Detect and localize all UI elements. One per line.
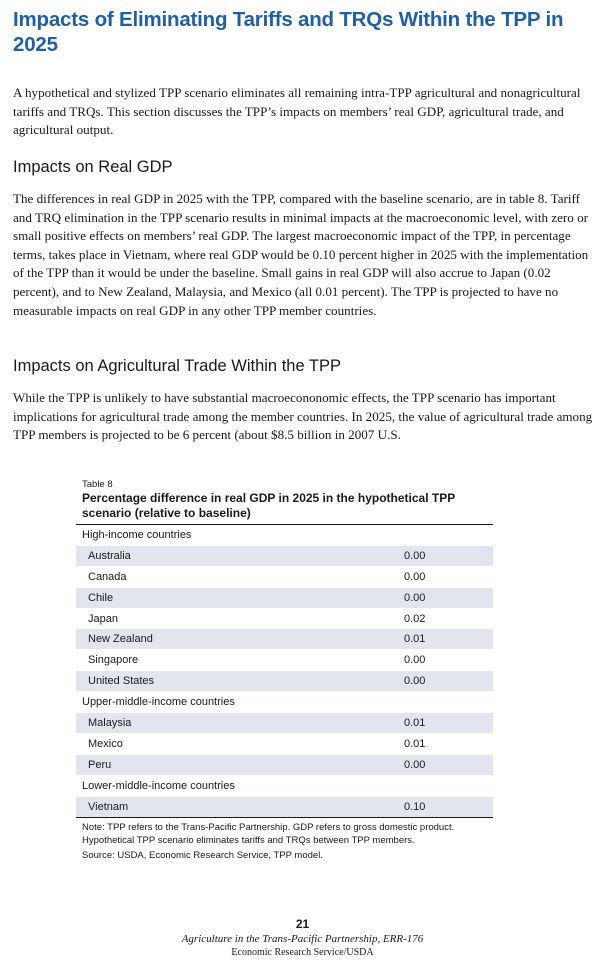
table-row <box>76 567 493 587</box>
table-source: Source: USDA, Economic Research Service, TPP model. <box>82 850 323 861</box>
group-label: Upper-middle-income countries <box>82 696 235 709</box>
footer-agency: Economic Research Service/USDA <box>231 947 374 958</box>
gdp-table <box>76 524 493 818</box>
table-group-header <box>76 692 493 712</box>
country-name: New Zealand <box>88 633 153 646</box>
table-row <box>76 629 493 649</box>
gdp-value: 0.00 <box>404 675 426 688</box>
gdp-value: 0.00 <box>404 758 426 771</box>
table-row <box>76 609 493 629</box>
country-name: Australia <box>88 549 131 562</box>
country-name: Japan <box>88 612 118 625</box>
gdp-value: 0.01 <box>404 633 426 646</box>
group-label: High-income countries <box>82 529 192 541</box>
page-title: Impacts of Eliminating Tariffs and TRQs Within the TPP in 2025 <box>13 8 564 56</box>
country-name: Canada <box>88 570 127 583</box>
section-heading-real-gdp: Impacts on Real GDP <box>13 158 173 176</box>
table-title: Percentage difference in real GDP in 2025 in the hypothetical TPP scenario (relative to baseline) <box>82 491 456 520</box>
group-label: Lower-middle-income countries <box>82 779 235 792</box>
country-name: Chile <box>88 591 114 604</box>
gdp-value: 0.00 <box>404 654 426 667</box>
footer-publication: Agriculture in the Trans-Pacific Partnership, ERR-176 <box>181 933 424 945</box>
table-label: Table 8 <box>82 479 113 490</box>
section-heading-ag-trade: Impacts on Agricultural Trade Within the TPP <box>13 357 342 375</box>
table-row <box>76 713 493 733</box>
table-bottom-rule <box>76 817 493 818</box>
table-row <box>76 755 493 775</box>
table-group-header <box>76 525 493 545</box>
gdp-value: 0.01 <box>404 717 426 730</box>
gdp-value: 0.00 <box>404 549 426 562</box>
table-row <box>76 546 493 566</box>
real-gdp-paragraph: The differences in real GDP in 2025 with the TPP, compared with the baseline scenario, are in table 8. Tariff and TRQ elimination in the TPP scenario results in minimal impacts at the macroeconomic level, with zero or small positive effects on members’ real GDP. The largest macroeconomic impact of the TPP, in percentage terms, takes place in Vietnam, where real GDP would be 0.10 percent higher in 2025 with the implementation of the TPP than it would be under the baseline. Small gains in real GDP will also accrue to Japan (0.02 percent), and to New Zealand, Malaysia, and Mexico (all 0.01 percent). The TPP is projected to have no measurable impacts on real GDP in any other TPP member countries. <box>13 191 589 318</box>
gdp-value: 0.00 <box>404 591 426 604</box>
gdp-value: 0.01 <box>404 737 426 750</box>
page-number: 21 <box>295 917 310 931</box>
gdp-value: 0.10 <box>404 800 426 813</box>
country-name: Vietnam <box>88 800 129 813</box>
intro-paragraph: A hypothetical and stylized TPP scenario eliminates all remaining intra-TPP agricultural and nonagricultural tariffs and TRQs. This section discusses the TPP’s impacts on members’ real GDP, agricultural trade, and agricultural output. <box>13 85 581 138</box>
ag-trade-paragraph: While the TPP is unlikely to have substantial macroecononomic effects, the TPP scenario has important implications for agricultural trade among the member countries. In 2025, the value of agricultural trade among TPP members is projected to be 6 percent (about $8.5 billion in 2007 U.S. <box>13 390 593 443</box>
table-row <box>76 734 493 754</box>
country-name: Malaysia <box>88 717 132 730</box>
table-row <box>76 588 493 608</box>
country-name: United States <box>88 675 155 688</box>
table-row <box>76 671 493 691</box>
country-name: Mexico <box>88 737 123 750</box>
table-row <box>76 797 493 817</box>
gdp-value: 0.02 <box>404 612 426 625</box>
table-group-header <box>76 776 493 796</box>
gdp-value: 0.00 <box>404 570 426 583</box>
country-name: Peru <box>88 758 112 771</box>
table-note: Note: TPP refers to the Trans-Pacific Partnership. GDP refers to gross domestic product. Hypothetical TPP scenario eliminates tariffs and TRQs between TPP members. <box>82 822 455 846</box>
table-row <box>76 650 493 670</box>
country-name: Singapore <box>88 654 139 667</box>
